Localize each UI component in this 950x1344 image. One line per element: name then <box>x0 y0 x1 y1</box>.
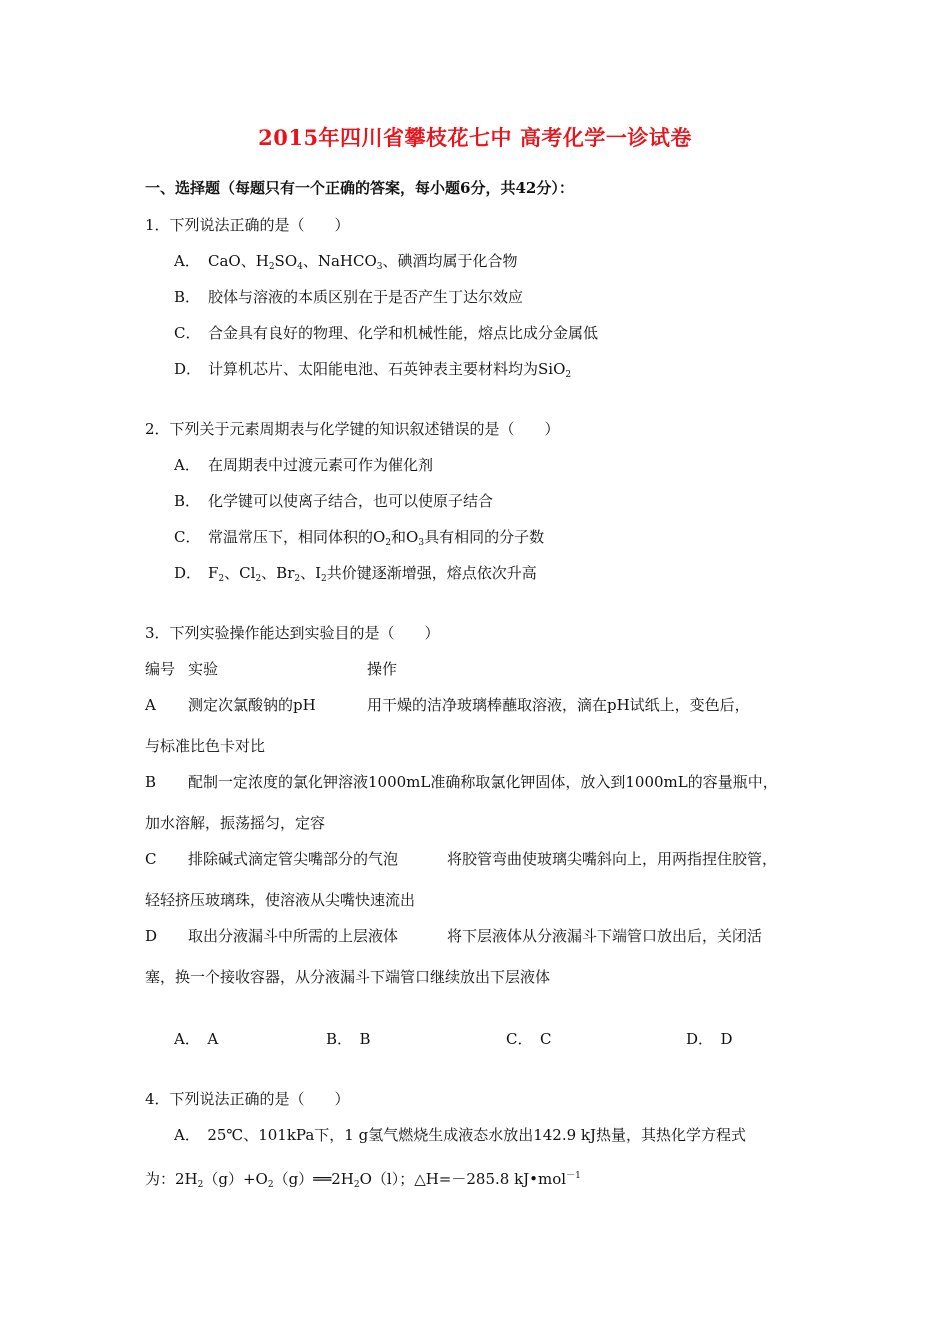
equation-text: O（l）；△H=－285.8 kJ•mol <box>359 1170 567 1188</box>
option-label: C． <box>174 324 201 342</box>
q3-row-c-continued: 轻轻挤压玻璃珠，使溶液从尖嘴快速流出 <box>145 891 416 909</box>
answer-d: D． D <box>686 1030 733 1048</box>
option-text: 、I <box>300 564 322 582</box>
option-label: B． <box>174 288 201 306</box>
page-title: 2015年四川省攀枝花七中 高考化学一诊试卷 <box>258 125 692 150</box>
header-no: 编号 <box>145 660 176 678</box>
option-text: 和O <box>391 528 419 546</box>
answer-a: A． A <box>174 1030 219 1048</box>
option-label: B． <box>174 492 201 510</box>
q1-option-c <box>174 323 598 343</box>
row-operation: 用干燥的洁净玻璃棒蘸取溶液，滴在pH试纸上，变色后， <box>367 696 750 714</box>
row-operation: 将下层液体从分液漏斗下端管口放出后，关闭活 <box>447 927 763 945</box>
row-no: B <box>145 773 157 791</box>
option-text: 、碘酒均属于化合物 <box>382 252 518 270</box>
row-operation: 将胶管弯曲使玻璃尖嘴斜向上，用两指捏住胶管， <box>447 850 778 868</box>
option-text: 在周期表中过渡元素可作为催化剂 <box>208 456 434 474</box>
q1-stem: 1．下列说法正确的是（ ） <box>145 216 350 234</box>
row-experiment: 排除碱式滴定管尖嘴部分的气泡 <box>188 850 399 868</box>
option-label: C． <box>174 528 201 546</box>
option-text: 、Cl <box>224 564 256 582</box>
option-label: D． <box>174 564 202 582</box>
option-text: 常温常压下，相同体积的O <box>208 528 386 546</box>
option-text: SO <box>274 252 298 270</box>
option-label: D． <box>174 360 202 378</box>
option-label: A． <box>174 456 200 474</box>
q3-row-b-continued: 加水溶解，振荡摇匀，定容 <box>145 814 326 832</box>
row-no: A <box>145 696 156 714</box>
row-text: 配制一定浓度的氯化钾溶液1000mL准确称取氯化钾固体，放入到1000mL的容量瓶中， <box>188 773 778 791</box>
q3-row-d-continued: 塞，换一个接收容器，从分液漏斗下端管口继续放出下层液体 <box>145 968 551 986</box>
option-text: 共价键逐渐增强，熔点依次升高 <box>326 564 537 582</box>
row-no: C <box>145 850 157 868</box>
option-text: 化学键可以使离子结合，也可以使原子结合 <box>208 492 494 510</box>
row-experiment: 测定次氯酸钠的pH <box>188 696 316 714</box>
q3-row-a-continued: 与标准比色卡对比 <box>145 737 266 755</box>
q4-option-a: A． 25℃、101kPa下，1 g氢气燃烧生成液态水放出142.9 kJ热量，其热化学方程式 <box>174 1126 747 1144</box>
header-experiment: 实验 <box>188 660 219 678</box>
q4-option-a-continued: 为：$2H_2(g)+O_2(g)══2H_2O(l)$；△H=－285.8 kJ•mol$^{-1}$ <box>145 1170 581 1190</box>
row-experiment: 取出分液漏斗中所需的上层液体 <box>188 927 399 945</box>
q2-option-b <box>174 491 493 511</box>
equation-exponent: －1 <box>566 1171 581 1181</box>
equation-text: （g）══2H <box>273 1170 354 1188</box>
q3-stem: 3．下列实验操作能达到实验目的是（ ） <box>145 624 440 642</box>
q2-option-a <box>174 455 433 475</box>
option-text: 合金具有良好的物理、化学和机械性能，熔点比成分金属低 <box>208 324 599 342</box>
option-text: 、NaHCO <box>302 252 377 270</box>
option-text: 、Br <box>261 564 295 582</box>
option-text: F <box>208 564 219 582</box>
q2-option-d: D． $F_2$、$Cl_2$、$Br_2$、$I_2$共价键逐渐增强，熔点依次升高 <box>174 564 537 584</box>
answer-b: B． B <box>326 1030 371 1048</box>
answer-c: C． C <box>506 1030 552 1048</box>
q1-option-b <box>174 287 523 307</box>
q4-stem: 4．下列说法正确的是（ ） <box>145 1090 350 1108</box>
row-no: D <box>145 927 158 945</box>
equation-text: （g）+O <box>203 1170 268 1188</box>
section-heading: 一、选择题（每题只有一个正确的答案，每小题6分，共42分）： <box>145 179 574 197</box>
option-text: 胶体与溶液的本质区别在于是否产生丁达尔效应 <box>208 288 524 306</box>
option-text: CaO、H <box>208 252 269 270</box>
option-text: 计算机芯片、太阳能电池、石英钟表主要材料均为SiO <box>208 360 566 378</box>
q1-option-d: D． 计算机芯片、太阳能电池、石英钟表主要材料均为SiO$_2$ <box>174 360 572 380</box>
option-label: A． <box>174 252 200 270</box>
equation-text: 为：2H <box>145 1170 198 1188</box>
q2-option-c: C． 常温常压下，相同体积的$O_2$和$O_3$具有相同的分子数 <box>174 528 545 548</box>
option-text: 具有相同的分子数 <box>424 528 545 546</box>
q2-stem: 2．下列关于元素周期表与化学键的知识叙述错误的是（ ） <box>145 420 560 438</box>
header-operation: 操作 <box>367 660 398 678</box>
q1-option-a: A． CaO、$H_2SO_4$、NaHCO$_3$、碘酒均属于化合物 <box>174 252 518 272</box>
